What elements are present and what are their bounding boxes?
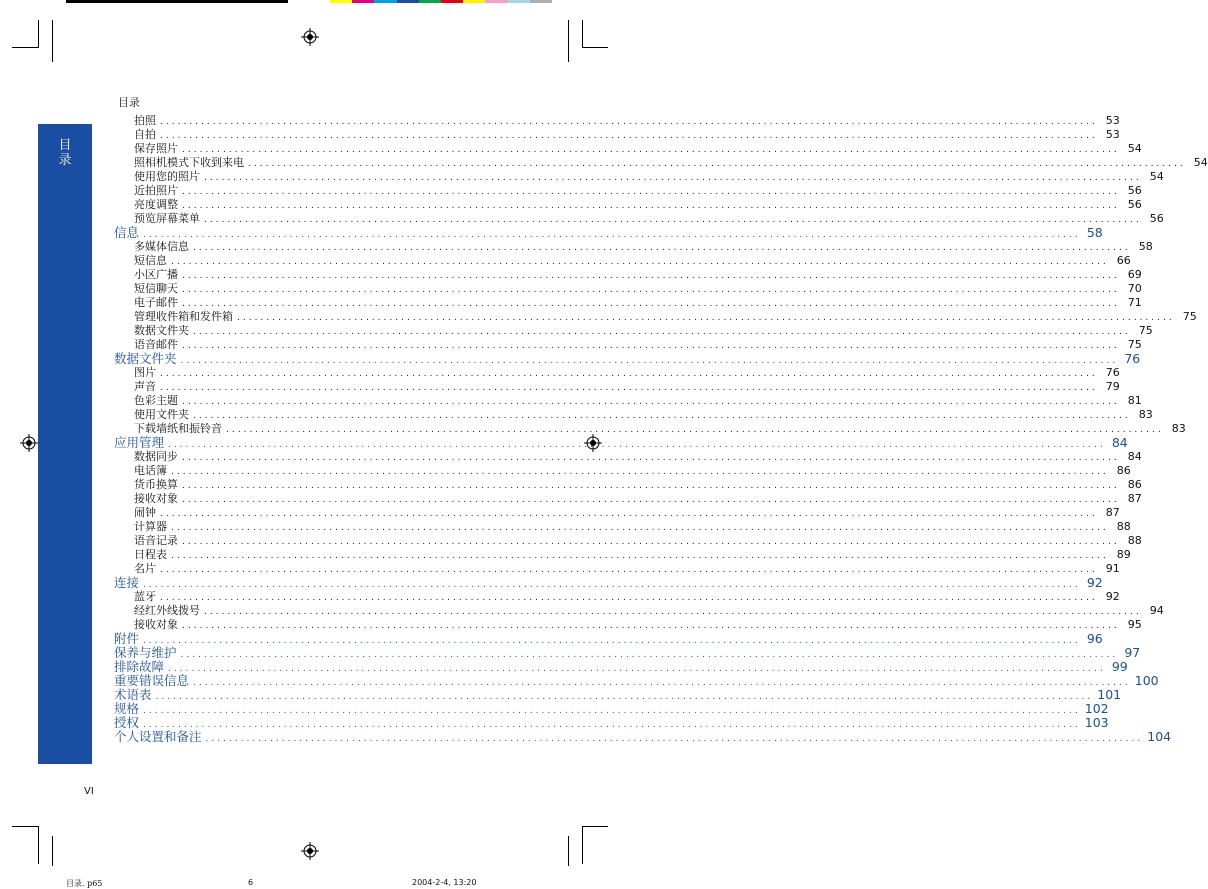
toc-dot-leader: ................................................................................................................................................................: [168, 440, 1106, 450]
toc-entry-page: 89: [1116, 548, 1131, 561]
toc-entry-label: 亮度调整: [134, 198, 178, 211]
toc-dot-leader: ................................................................................................................................................................: [143, 580, 1081, 590]
toc-dot-leader: ................................................................................................................................................................: [182, 271, 1120, 281]
toc-dot-leader: ................................................................................................................................................................: [155, 692, 1094, 702]
toc-section-entry: [114, 715, 1109, 730]
toc-subsection-entry: [114, 254, 1131, 268]
toc-entry-label: 接收对象: [134, 618, 178, 631]
toc-subsection-entry: [114, 520, 1131, 534]
toc-dot-leader: ................................................................................................................................................................: [205, 734, 1144, 744]
toc-dot-leader: ................................................................................................................................................................: [193, 411, 1131, 421]
registration-mark-icon: [301, 28, 319, 46]
toc-entry-page: 58: [1138, 240, 1153, 253]
toc-entry-page: 86: [1127, 478, 1142, 491]
toc-entry-label: 保存照片: [134, 142, 178, 155]
toc-dot-leader: ................................................................................................................................................................: [180, 356, 1119, 366]
crop-mark-icon: [582, 47, 608, 48]
toc-entry-label: 自拍: [134, 128, 156, 141]
toc-section-entry: [114, 631, 1103, 646]
toc-entry-page: 81: [1127, 394, 1142, 407]
color-swatch: [530, 0, 552, 3]
registration-mark-icon: [301, 842, 319, 860]
registration-mark-icon: [20, 434, 38, 452]
toc-dot-leader: ................................................................................................................................................................: [204, 607, 1142, 617]
toc-dot-leader: ................................................................................................................................................................: [182, 537, 1120, 547]
toc-entry-label: 电子邮件: [134, 296, 178, 309]
color-swatch: [441, 0, 463, 3]
toc-dot-leader: ................................................................................................................................................................: [160, 509, 1098, 519]
toc-entry-page: 94: [1149, 604, 1164, 617]
toc-subsection-entry: [114, 408, 1153, 422]
toc-entry-page: 58: [1086, 225, 1103, 240]
toc-dot-leader: ................................................................................................................................................................: [160, 593, 1098, 603]
toc-subsection-entry: [114, 198, 1142, 212]
toc-entry-label: 闹钟: [134, 506, 156, 519]
toc-dot-leader: ................................................................................................................................................................: [204, 173, 1142, 183]
toc-entry-page: 75: [1127, 338, 1142, 351]
toc-dot-leader: ................................................................................................................................................................: [226, 425, 1164, 435]
toc-dot-leader: ................................................................................................................................................................: [182, 341, 1120, 351]
toc-entry-label: 数据同步: [134, 450, 178, 463]
toc-dot-leader: ................................................................................................................................................................: [180, 650, 1119, 660]
toc-dot-leader: ................................................................................................................................................................: [143, 720, 1081, 730]
toc-section-entry: [114, 729, 1172, 744]
toc-entry-label: 管理收件箱和发件箱: [134, 310, 233, 323]
toc-entry-label: 术语表: [114, 687, 152, 702]
toc-entry-label: 语音记录: [134, 534, 178, 547]
toc-dot-leader: ................................................................................................................................................................: [193, 678, 1131, 688]
toc-subsection-entry: [114, 534, 1142, 548]
toc-dot-leader: ................................................................................................................................................................: [171, 523, 1109, 533]
toc-dot-leader: ................................................................................................................................................................: [182, 145, 1120, 155]
toc-dot-leader: ................................................................................................................................................................: [160, 131, 1098, 141]
toc-dot-leader: ................................................................................................................................................................: [143, 706, 1081, 716]
toc-subsection-entry: [114, 366, 1120, 380]
toc-subsection-entry: [114, 296, 1142, 310]
toc-subsection-entry: [114, 422, 1186, 436]
toc-entry-page: 70: [1127, 282, 1142, 295]
toc-entry-page: 92: [1105, 590, 1120, 603]
toc-entry-label: 图片: [134, 366, 156, 379]
crop-mark-icon: [52, 836, 53, 866]
toc-entry-page: 66: [1116, 254, 1131, 267]
toc-entry-page: 71: [1127, 296, 1142, 309]
toc-dot-leader: ................................................................................................................................................................: [237, 313, 1175, 323]
toc-subsection-entry: [114, 492, 1142, 506]
toc-dot-leader: ................................................................................................................................................................: [160, 117, 1098, 127]
toc-section-entry: [114, 225, 1103, 240]
crop-mark-icon: [568, 20, 569, 62]
toc-entry-label: 名片: [134, 562, 156, 575]
toc-entry-label: 预览屏幕菜单: [134, 212, 200, 225]
toc-dot-leader: ................................................................................................................................................................: [182, 299, 1120, 309]
toc-entry-page: 91: [1105, 562, 1120, 575]
toc-subsection-entry: [114, 114, 1120, 128]
toc-entry-page: 97: [1124, 645, 1141, 660]
color-swatch: [352, 0, 374, 3]
print-timestamp: 2004-2-4, 13:20: [412, 878, 477, 887]
toc-subsection-entry: [114, 324, 1153, 338]
toc-section-entry: [114, 659, 1128, 674]
toc-subsection-entry: [114, 240, 1153, 254]
toc-entry-label: 接收对象: [134, 492, 178, 505]
toc-dot-leader: ................................................................................................................................................................: [182, 621, 1120, 631]
toc-section-entry: [114, 687, 1122, 702]
toc-dot-leader: ................................................................................................................................................................: [182, 397, 1120, 407]
toc-subsection-entry: [114, 128, 1120, 142]
toc-entry-page: 88: [1127, 534, 1142, 547]
toc-entry-page: 84: [1127, 450, 1142, 463]
table-of-contents: [114, 114, 1208, 744]
print-black-bar: [66, 0, 288, 3]
toc-entry-page: 95: [1127, 618, 1142, 631]
print-sheet-number: 6: [248, 878, 254, 887]
toc-entry-page: 99: [1111, 659, 1128, 674]
toc-subsection-entry: [114, 604, 1164, 618]
toc-subsection-entry: [114, 170, 1164, 184]
toc-entry-label: 蓝牙: [134, 590, 156, 603]
toc-dot-leader: ................................................................................................................................................................: [193, 243, 1131, 253]
toc-entry-label: 数据文件夹: [114, 351, 177, 366]
toc-entry-label: 使用您的照片: [134, 170, 200, 183]
toc-entry-page: 84: [1111, 435, 1128, 450]
toc-subsection-entry: [114, 310, 1197, 324]
toc-dot-leader: ................................................................................................................................................................: [168, 664, 1106, 674]
crop-mark-icon: [568, 836, 569, 866]
toc-entry-label: 排除故障: [114, 659, 165, 674]
toc-entry-label: 保养与维护: [114, 645, 177, 660]
toc-entry-page: 87: [1105, 506, 1120, 519]
toc-dot-leader: ................................................................................................................................................................: [160, 565, 1098, 575]
toc-dot-leader: ................................................................................................................................................................: [182, 187, 1120, 197]
toc-subsection-entry: [114, 282, 1142, 296]
toc-dot-leader: ................................................................................................................................................................: [248, 159, 1186, 169]
toc-dot-leader: ................................................................................................................................................................: [193, 327, 1131, 337]
toc-subsection-entry: [114, 464, 1131, 478]
toc-dot-leader: ................................................................................................................................................................: [182, 481, 1120, 491]
toc-entry-label: 短信息: [134, 254, 167, 267]
toc-entry-label: 个人设置和备注: [114, 729, 202, 744]
toc-subsection-entry: [114, 618, 1142, 632]
color-swatch: [330, 0, 352, 3]
toc-entry-page: 101: [1097, 687, 1122, 702]
toc-entry-label: 计算器: [134, 520, 167, 533]
side-section-tab: [38, 124, 92, 764]
toc-subsection-entry: [114, 338, 1142, 352]
toc-entry-page: 96: [1086, 631, 1103, 646]
toc-entry-page: 56: [1127, 184, 1142, 197]
toc-section-entry: [114, 435, 1128, 450]
toc-dot-leader: ................................................................................................................................................................: [171, 551, 1109, 561]
toc-entry-page: 76: [1105, 366, 1120, 379]
toc-subsection-entry: [114, 268, 1142, 282]
toc-entry-label: 电话簿: [134, 464, 167, 477]
toc-dot-leader: ................................................................................................................................................................: [182, 201, 1120, 211]
toc-dot-leader: ................................................................................................................................................................: [143, 230, 1081, 240]
color-swatch: [419, 0, 441, 3]
toc-entry-label: 声音: [134, 380, 156, 393]
toc-subsection-entry: [114, 184, 1142, 198]
toc-subsection-entry: [114, 394, 1142, 408]
toc-entry-label: 使用文件夹: [134, 408, 189, 421]
toc-entry-label: 附件: [114, 631, 140, 646]
toc-entry-label: 数据文件夹: [134, 324, 189, 337]
toc-dot-leader: ................................................................................................................................................................: [160, 383, 1098, 393]
toc-section-entry: [114, 673, 1159, 688]
toc-subsection-entry: [114, 450, 1142, 464]
toc-entry-page: 54: [1149, 170, 1164, 183]
toc-entry-page: 87: [1127, 492, 1142, 505]
toc-entry-page: 76: [1124, 351, 1141, 366]
toc-subsection-entry: [114, 590, 1120, 604]
toc-dot-leader: ................................................................................................................................................................: [204, 215, 1142, 225]
toc-entry-label: 重要错误信息: [114, 673, 190, 688]
toc-subsection-entry: [114, 562, 1120, 576]
toc-subsection-entry: [114, 142, 1142, 156]
toc-entry-page: 86: [1116, 464, 1131, 477]
toc-entry-label: 照相机模式下收到来电: [134, 156, 244, 169]
toc-entry-page: 102: [1084, 701, 1109, 716]
toc-section-entry: [114, 645, 1141, 660]
toc-entry-label: 货币换算: [134, 478, 178, 491]
toc-entry-label: 应用管理: [114, 435, 165, 450]
toc-dot-leader: ................................................................................................................................................................: [182, 285, 1120, 295]
toc-entry-label: 下载墙纸和振铃音: [134, 422, 222, 435]
toc-entry-page: 83: [1171, 422, 1186, 435]
toc-entry-page: 75: [1138, 324, 1153, 337]
toc-entry-label: 授权: [114, 715, 140, 730]
toc-entry-page: 69: [1127, 268, 1142, 281]
toc-entry-page: 54: [1127, 142, 1142, 155]
crop-mark-icon: [38, 826, 39, 864]
toc-entry-page: 79: [1105, 380, 1120, 393]
toc-entry-label: 日程表: [134, 548, 167, 561]
page-header-title: 目录: [118, 96, 140, 109]
toc-section-entry: [114, 351, 1141, 366]
toc-entry-page: 54: [1193, 156, 1208, 169]
toc-entry-page: 88: [1116, 520, 1131, 533]
toc-entry-page: 104: [1147, 729, 1172, 744]
toc-subsection-entry: [114, 380, 1120, 394]
toc-entry-page: 83: [1138, 408, 1153, 421]
toc-section-entry: [114, 701, 1109, 716]
crop-mark-icon: [582, 826, 608, 827]
toc-entry-page: 103: [1084, 715, 1109, 730]
toc-entry-label: 色彩主题: [134, 394, 178, 407]
color-swatch: [374, 0, 396, 3]
toc-dot-leader: ................................................................................................................................................................: [171, 467, 1109, 477]
toc-entry-page: 56: [1149, 212, 1164, 225]
color-swatch: [463, 0, 485, 3]
crop-mark-icon: [582, 826, 583, 864]
crop-mark-icon: [582, 20, 583, 48]
print-file-name: 目录. p65: [66, 879, 103, 888]
toc-entry-label: 短信聊天: [134, 282, 178, 295]
crop-mark-icon: [12, 826, 38, 827]
toc-entry-page: 53: [1105, 128, 1120, 141]
toc-entry-page: 56: [1127, 198, 1142, 211]
color-swatch: [397, 0, 419, 3]
toc-entry-label: 语音邮件: [134, 338, 178, 351]
crop-mark-icon: [38, 20, 39, 48]
toc-dot-leader: ................................................................................................................................................................: [143, 636, 1081, 646]
toc-subsection-entry: [114, 506, 1120, 520]
toc-dot-leader: ................................................................................................................................................................: [160, 369, 1098, 379]
toc-entry-label: 信息: [114, 225, 140, 240]
toc-entry-label: 连接: [114, 575, 140, 590]
toc-subsection-entry: [114, 548, 1131, 562]
toc-entry-page: 100: [1134, 673, 1159, 688]
crop-mark-icon: [12, 47, 38, 48]
color-swatch: [485, 0, 507, 3]
toc-entry-label: 拍照: [134, 114, 156, 127]
toc-entry-page: 92: [1086, 575, 1103, 590]
toc-entry-label: 小区广播: [134, 268, 178, 281]
toc-dot-leader: ................................................................................................................................................................: [182, 495, 1120, 505]
color-swatch: [508, 0, 530, 3]
side-tab-label: 目 录: [58, 138, 72, 168]
toc-subsection-entry: [114, 478, 1142, 492]
page-number: VI: [84, 786, 94, 797]
toc-subsection-entry: [114, 156, 1208, 170]
crop-mark-icon: [52, 20, 53, 62]
toc-entry-page: 53: [1105, 114, 1120, 127]
toc-entry-label: 多媒体信息: [134, 240, 189, 253]
toc-entry-label: 经红外线拨号: [134, 604, 200, 617]
toc-entry-label: 近拍照片: [134, 184, 178, 197]
toc-entry-page: 75: [1182, 310, 1197, 323]
toc-section-entry: [114, 575, 1103, 590]
print-color-bar: [330, 0, 552, 3]
toc-subsection-entry: [114, 212, 1164, 226]
toc-entry-label: 规格: [114, 701, 140, 716]
toc-dot-leader: ................................................................................................................................................................: [182, 453, 1120, 463]
toc-dot-leader: ................................................................................................................................................................: [171, 257, 1109, 267]
